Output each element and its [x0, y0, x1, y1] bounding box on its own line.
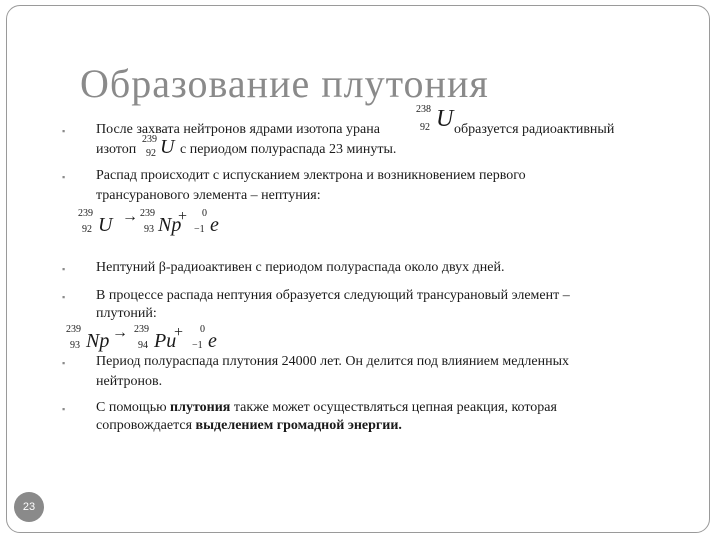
bullet-5-line-2: нейтронов. — [96, 374, 163, 389]
bullet-5-line-1: Период полураспада плутония 24000 лет. Он делится под влиянием медленных — [96, 354, 569, 369]
eq2-plus: + — [174, 324, 184, 341]
bullet-6-line-1: С помощью плутония также может осуществляться цепная реакция, которая — [96, 400, 557, 415]
slide-title: Образование плутония — [80, 61, 489, 106]
bullet-2-line-2: трансуранового элемента – нептуния: — [96, 188, 321, 203]
bullet-marker: ▪ — [62, 264, 66, 274]
eq1-arrow: → — [122, 208, 138, 225]
bullet-marker: ▪ — [62, 172, 66, 182]
nuclide-u238: 238 92 U — [416, 104, 454, 133]
page-number-badge: 23 — [14, 492, 44, 522]
nuclide-u239: 239 92 U — [142, 134, 175, 159]
bullet-2-line-1: Распад происходит с испусканием электрона и возникновением первого — [96, 168, 526, 183]
bullet-marker: ▪ — [62, 358, 66, 368]
bullet-1-text-c: изотоп — [96, 142, 137, 157]
bullet-4-line-2: плутоний: — [96, 306, 157, 321]
bold-plutonium: плутония — [170, 400, 231, 415]
bullet-marker: ▪ — [62, 292, 66, 302]
bullet-4-line-1: В процессе распада нептуния образуется следующий трансурановый элемент – — [96, 288, 570, 303]
bullet-marker: ▪ — [62, 404, 66, 414]
bullet-3-line-1: Нептуний β-радиоактивен с периодом полураспада около двух дней. — [96, 260, 505, 275]
bullet-1-text-a: После захвата нейтронов ядрами изотопа урана — [96, 122, 380, 137]
decay-equation-u-np: 239 92 U → 239 93 Np + 0 −1 e — [78, 208, 219, 236]
decay-equation-np-pu: 239 93 Np → 239 94 Pu + 0 −1 e — [66, 324, 217, 352]
bullet-1-text-b: образуется радиоактивный — [454, 122, 615, 137]
eq1-plus: + — [178, 208, 188, 225]
bullet-1-text-d: с периодом полураспада 23 минуты. — [180, 142, 397, 157]
bold-energy: выделением громадной энергии. — [195, 418, 402, 433]
bullet-marker: ▪ — [62, 126, 66, 136]
bullet-6-line-2: сопровождается выделением громадной энергии. — [96, 418, 402, 433]
eq2-arrow: → — [112, 324, 128, 341]
